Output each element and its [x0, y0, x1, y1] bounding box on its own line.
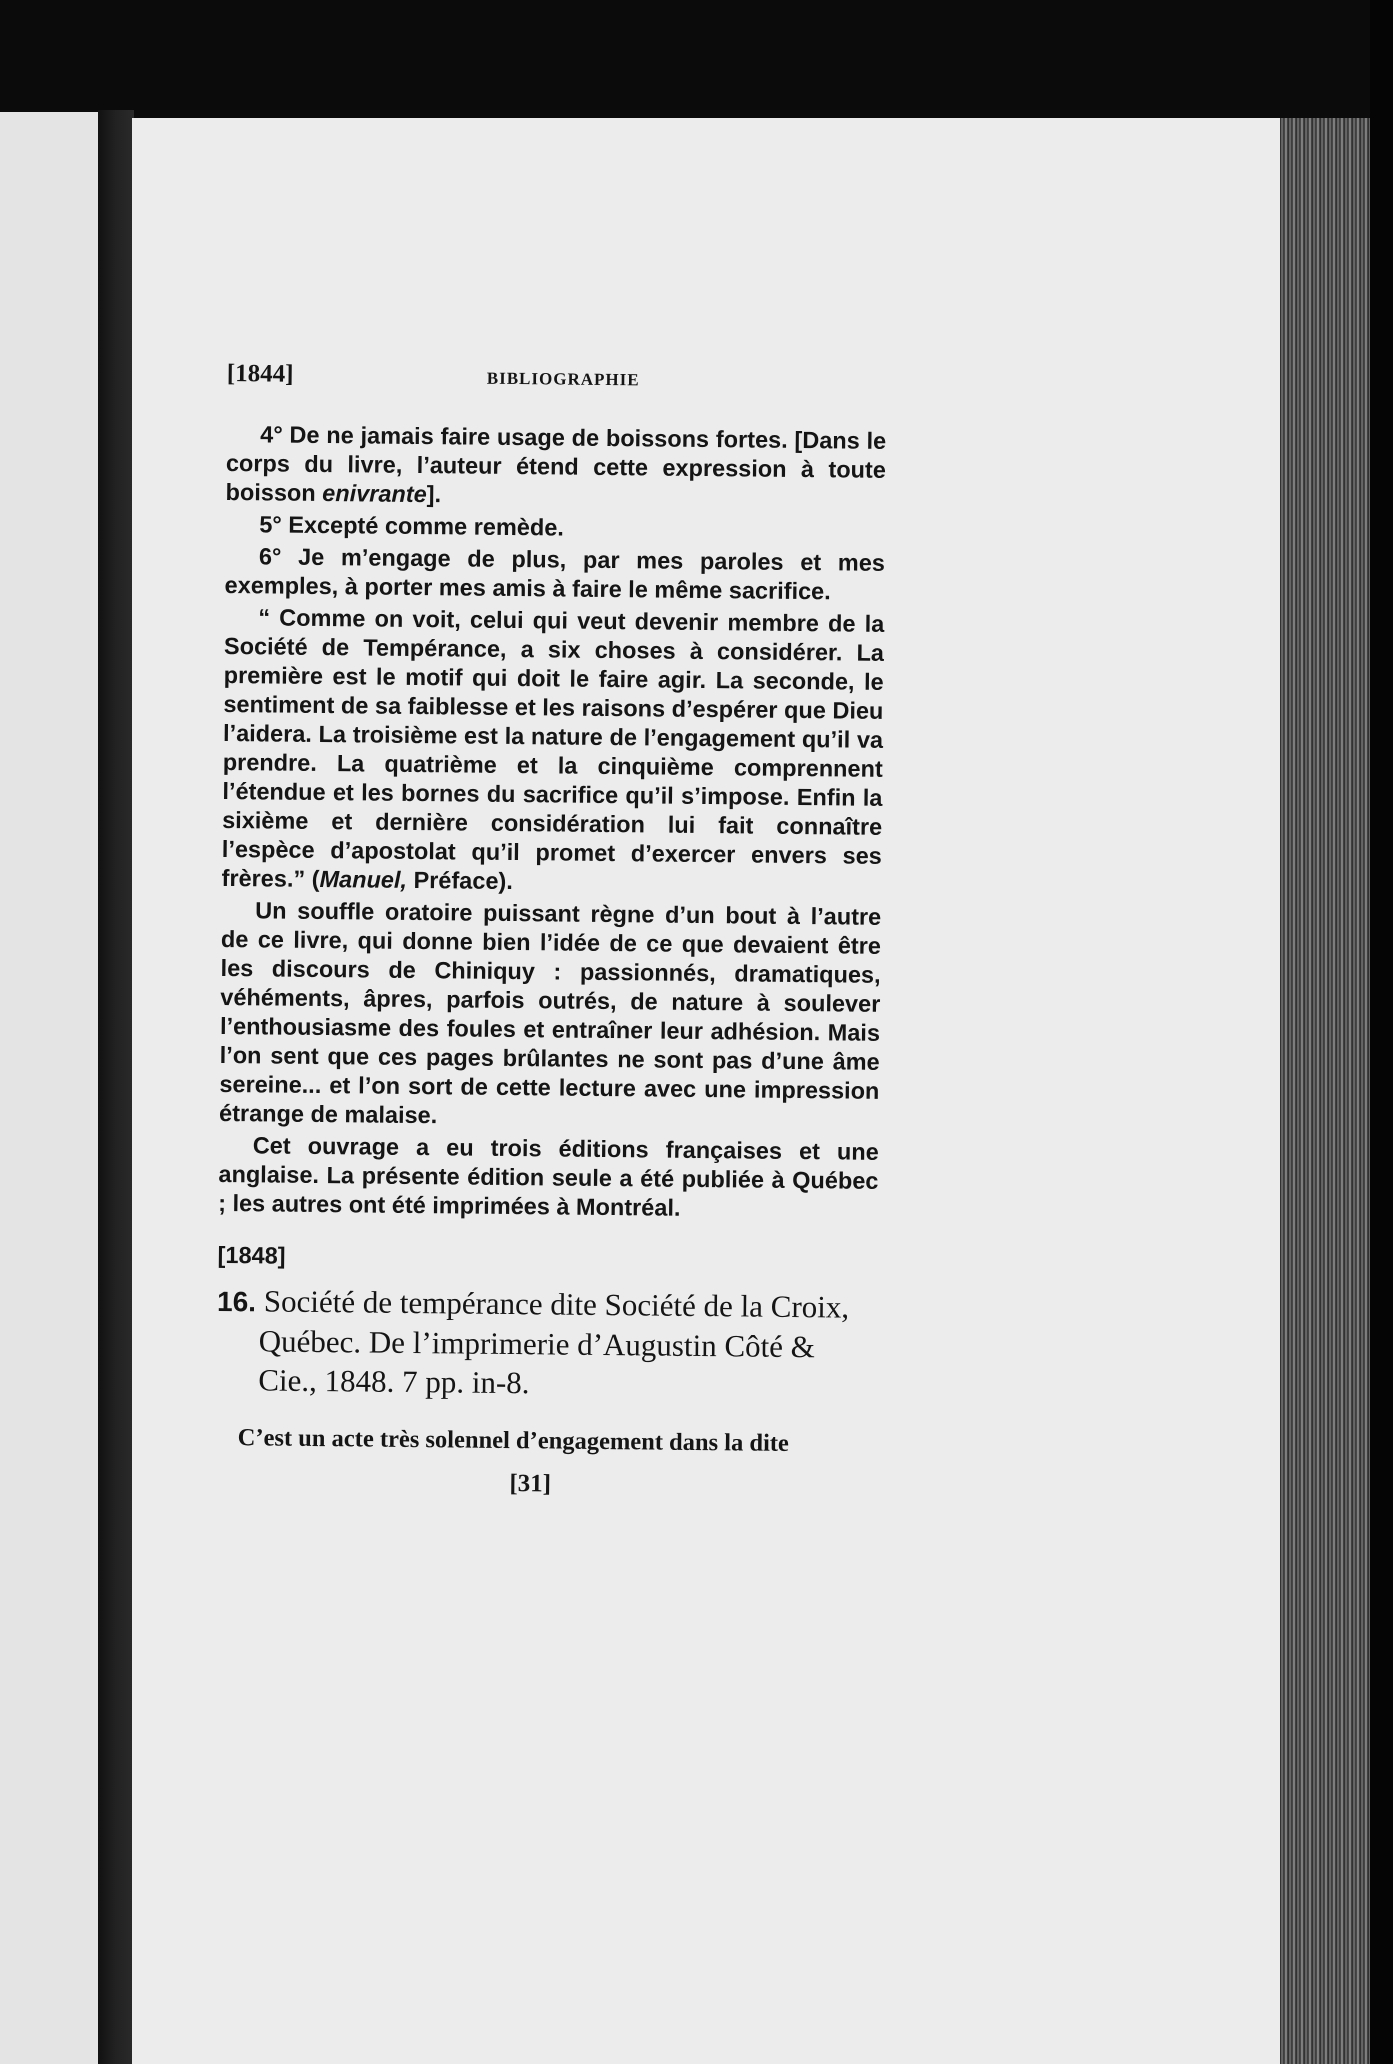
bibliography-entry: [216, 1281, 877, 1406]
header-year: [1844]: [226, 360, 294, 388]
paragraph: 5° Excepté comme remède.: [259, 511, 565, 541]
paragraph: Un souffle oratoire puissant règne d’un bout à l’autre de ce livre, qui donne bien l’idée de ce que devaient être les discours de Chiniquy : passionnés, dramatiques, véhéments, âpres, parfois outrés, de nature à soulever l’enthousiasme des foules et entraîner leur adhésion. Mais l’on sent que ces pages brûlantes ne sont pas d’une âme sereine... et l’on sort de cette lecture avec une impression étrange de malaise.: [218, 897, 882, 1129]
italic-text: Manuel,: [319, 865, 408, 893]
entry-text: Société de tempérance dite Société de la Croix, Québec. De l’imprimerie d’Augustin Côté & Cie., 1848. 7 pp. in-8.: [258, 1283, 850, 1401]
paragraph-text: Préface).: [406, 866, 513, 895]
background-edge: [1370, 0, 1393, 2064]
section-year: [1848]: [217, 1241, 286, 1269]
header-title: BIBLIOGRAPHIE: [486, 368, 640, 390]
closing-line: C’est un acte très solennel d’engagement dans la dite: [237, 1424, 790, 1457]
page-text: [215, 360, 887, 1502]
paragraph-text: 4° De ne jamais faire usage de boissons fortes. [Dans le corps du livre, l’auteur étend cette expression à toute boisson: [225, 421, 887, 507]
running-header: [227, 360, 887, 407]
italic-text: enivrante: [322, 480, 427, 508]
paragraph-text: ].: [426, 481, 442, 508]
page-stack-edge: [1280, 118, 1370, 2064]
paragraph: [221, 603, 884, 900]
paragraph: [225, 420, 886, 514]
page-number: [31]: [509, 1470, 552, 1498]
paragraph: 6° Je m’engage de plus, par mes paroles et mes exemples, à porter mes amis à faire le même sacrifice.: [224, 543, 886, 605]
entry-number: 16.: [216, 1285, 257, 1318]
paragraph-text: “ Comme on voit, celui qui veut devenir membre de la Société de Tempérance, a six choses à considérer. La première est le motif qui doit le faire agir. La seconde, le sentiment de sa faiblesse et les raisons d’espérer que Dieu l’aidera. La troisième est la nature de l’engagement qu’il va prendre. La quatrième et la cinquième comprennent l’étendue et les bornes du sacrifice qu’il s’impose. Enfin la sixième et dernière considération lui fait connaître l’espèce d’apostolat qu’il promet d’exercer envers ses frères.” (: [221, 604, 885, 892]
facing-page-edge: [0, 112, 104, 2064]
paragraph: Cet ouvrage a eu trois éditions françaises et une anglaise. La présente édition seule a été publiée à Québec ; les autres ont été imprimées à Montréal.: [218, 1132, 879, 1221]
book-gutter: [98, 110, 134, 2064]
